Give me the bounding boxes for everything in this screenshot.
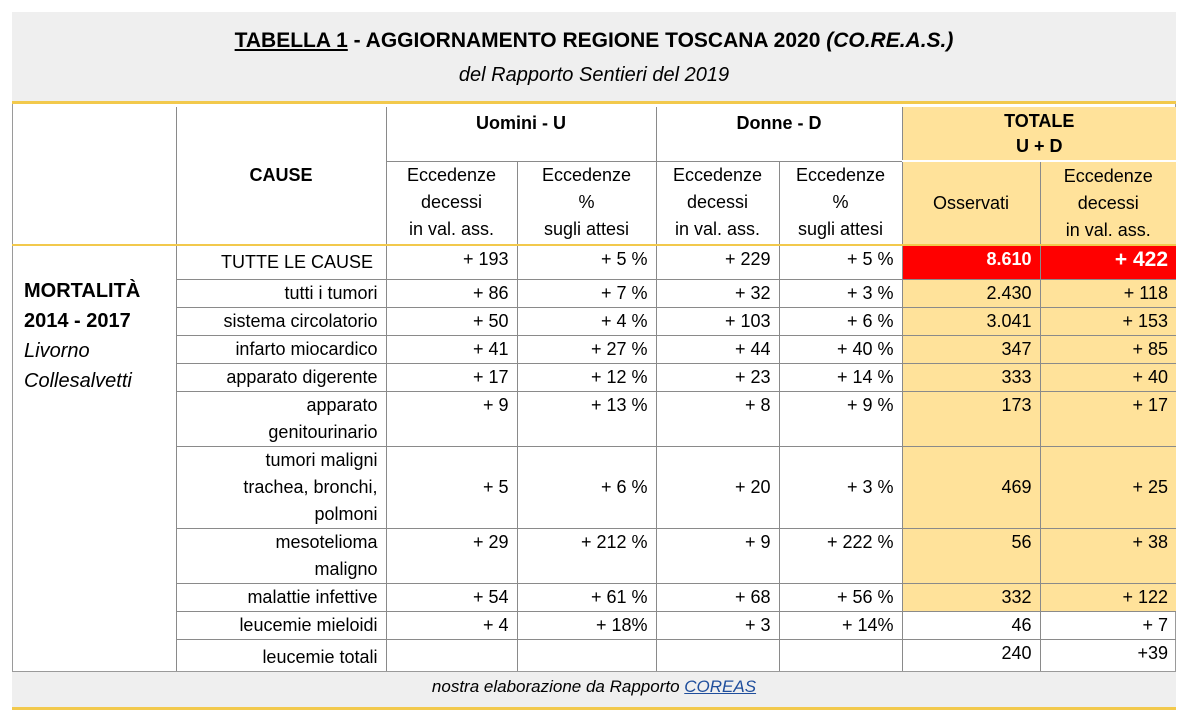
men-excess-abs-cell: + 9 <box>386 391 517 446</box>
total-header <box>902 107 1176 161</box>
men-excess-abs-cell: + 5 <box>386 446 517 528</box>
cause-cell: mesotelioma maligno <box>176 528 386 583</box>
table-row <box>12 583 1176 611</box>
men-excess-abs-cell: + 86 <box>386 279 517 307</box>
observed-header: Osservati <box>902 161 1040 245</box>
cause-cell: apparato digerente <box>176 363 386 391</box>
women-excess-abs-cell: + 103 <box>656 307 779 335</box>
men-excess-pct-cell: + 13 % <box>517 391 656 446</box>
men-excess-pct-cell <box>517 639 656 675</box>
cause-cell: malattie infettive <box>176 583 386 611</box>
table-row <box>12 335 1176 363</box>
cause-cell: sistema circolatorio <box>176 307 386 335</box>
men-excess-pct-cell: + 6 % <box>517 446 656 528</box>
observed-cell: 469 <box>902 446 1040 528</box>
women-excess-abs-cell <box>656 639 779 675</box>
men-excess-pct-header: Eccedenze % sugli attesi <box>517 161 656 245</box>
mortality-table <box>12 107 1176 675</box>
table-row <box>12 363 1176 391</box>
men-excess-pct-cell: + 4 % <box>517 307 656 335</box>
observed-cell: 333 <box>902 363 1040 391</box>
mortality-label-line4: Collesalvetti <box>24 370 132 392</box>
total-excess-abs-cell: + 118 <box>1040 279 1176 307</box>
table-row <box>12 307 1176 335</box>
total-excess-abs-cell: + 422 <box>1040 245 1176 279</box>
men-header: Uomini - U <box>386 107 656 161</box>
observed-cell: 46 <box>902 611 1040 639</box>
men-excess-abs-cell: + 4 <box>386 611 517 639</box>
men-excess-abs-cell: + 50 <box>386 307 517 335</box>
table-row <box>12 279 1176 307</box>
cause-cell: tumori maligni trachea, bronchi, polmoni <box>176 446 386 528</box>
men-excess-pct-cell: + 12 % <box>517 363 656 391</box>
women-excess-pct-cell <box>779 639 902 675</box>
empty-corner <box>12 107 176 245</box>
women-excess-pct-cell: + 9 % <box>779 391 902 446</box>
total-excess-abs-header: Eccedenze decessi in val. ass. <box>1040 161 1176 245</box>
men-excess-abs-cell: + 17 <box>386 363 517 391</box>
men-excess-abs-cell: + 41 <box>386 335 517 363</box>
total-header-line2: U + D <box>1015 136 1063 156</box>
women-excess-abs-cell: + 23 <box>656 363 779 391</box>
men-excess-abs-cell: + 54 <box>386 583 517 611</box>
table-subtitle: del Rapporto Sentieri del 2019 <box>458 64 730 86</box>
mortality-label-line1: MORTALITÀ <box>24 280 141 302</box>
observed-cell: 173 <box>902 391 1040 446</box>
total-excess-abs-cell: + 85 <box>1040 335 1176 363</box>
men-excess-pct-cell: + 212 % <box>517 528 656 583</box>
men-excess-abs-cell: + 193 <box>386 245 517 279</box>
total-excess-abs-cell: + 40 <box>1040 363 1176 391</box>
cause-cell: apparato genitourinario <box>176 391 386 446</box>
women-excess-pct-cell: + 14 % <box>779 363 902 391</box>
cause-cell: TUTTE LE CAUSE <box>176 245 386 279</box>
cause-cell: infarto miocardico <box>176 335 386 363</box>
women-excess-pct-cell: + 222 % <box>779 528 902 583</box>
table-row <box>12 639 1176 675</box>
cause-cell: leucemie mieloidi <box>176 611 386 639</box>
table-row <box>12 245 1176 279</box>
men-excess-pct-cell: + 27 % <box>517 335 656 363</box>
women-excess-abs-cell: + 44 <box>656 335 779 363</box>
total-excess-abs-cell: + 153 <box>1040 307 1176 335</box>
cause-cell: leucemie totali <box>176 639 386 675</box>
total-excess-abs-cell: + 38 <box>1040 528 1176 583</box>
table-row <box>12 611 1176 639</box>
women-excess-pct-cell: + 3 % <box>779 446 902 528</box>
women-excess-abs-cell: + 32 <box>656 279 779 307</box>
title-prefix: TABELLA 1 <box>234 29 348 52</box>
cause-cell: tutti i tumori <box>176 279 386 307</box>
men-excess-abs-cell: + 29 <box>386 528 517 583</box>
footer-text: nostra elaborazione da Rapporto <box>431 677 685 696</box>
women-excess-pct-cell: + 6 % <box>779 307 902 335</box>
observed-cell: 3.041 <box>902 307 1040 335</box>
total-header-line1: TOTALE <box>1004 111 1075 131</box>
total-excess-abs-cell: +39 <box>1040 639 1176 675</box>
men-excess-abs-cell <box>386 639 517 675</box>
total-excess-abs-cell: + 122 <box>1040 583 1176 611</box>
observed-cell: 56 <box>902 528 1040 583</box>
mortality-label-line3: Livorno <box>24 340 90 362</box>
women-excess-abs-cell: + 9 <box>656 528 779 583</box>
women-excess-abs-cell: + 8 <box>656 391 779 446</box>
title-italic: (CO.RE.A.S.) <box>826 29 954 52</box>
women-excess-abs-header: Eccedenze decessi in val. ass. <box>656 161 779 245</box>
observed-cell: 347 <box>902 335 1040 363</box>
men-excess-pct-cell: + 5 % <box>517 245 656 279</box>
table-title <box>12 29 1176 53</box>
women-excess-pct-cell: + 40 % <box>779 335 902 363</box>
total-excess-abs-cell: + 17 <box>1040 391 1176 446</box>
women-excess-abs-cell: + 68 <box>656 583 779 611</box>
men-excess-pct-cell: + 61 % <box>517 583 656 611</box>
title-main: - AGGIORNAMENTO REGIONE TOSCANA 2020 <box>347 29 827 52</box>
women-excess-pct-header: Eccedenze % sugli attesi <box>779 161 902 245</box>
men-excess-abs-header: Eccedenze decessi in val. ass. <box>386 161 517 245</box>
women-excess-pct-cell: + 3 % <box>779 279 902 307</box>
women-excess-abs-cell: + 229 <box>656 245 779 279</box>
mortality-label-line2: 2014 - 2017 <box>24 310 131 332</box>
men-excess-pct-cell: + 18% <box>517 611 656 639</box>
men-excess-pct-cell: + 7 % <box>517 279 656 307</box>
observed-cell: 332 <box>902 583 1040 611</box>
coreas-link[interactable]: COREAS <box>684 677 757 696</box>
cause-header: CAUSE <box>176 107 386 245</box>
mortality-label <box>12 245 176 675</box>
women-excess-abs-cell: + 3 <box>656 611 779 639</box>
total-excess-abs-cell: + 7 <box>1040 611 1176 639</box>
women-excess-pct-cell: + 56 % <box>779 583 902 611</box>
women-header: Donne - D <box>656 107 902 161</box>
observed-cell: 240 <box>902 639 1040 675</box>
total-excess-abs-cell: + 25 <box>1040 446 1176 528</box>
table-row <box>12 391 1176 446</box>
women-excess-pct-cell: + 5 % <box>779 245 902 279</box>
header-row-1 <box>12 107 1176 161</box>
table-row <box>12 446 1176 528</box>
observed-cell: 8.610 <box>902 245 1040 279</box>
title-panel <box>12 12 1176 104</box>
women-excess-abs-cell: + 20 <box>656 446 779 528</box>
women-excess-pct-cell: + 14% <box>779 611 902 639</box>
footer-note <box>12 671 1176 710</box>
observed-cell: 2.430 <box>902 279 1040 307</box>
table-row <box>12 528 1176 583</box>
